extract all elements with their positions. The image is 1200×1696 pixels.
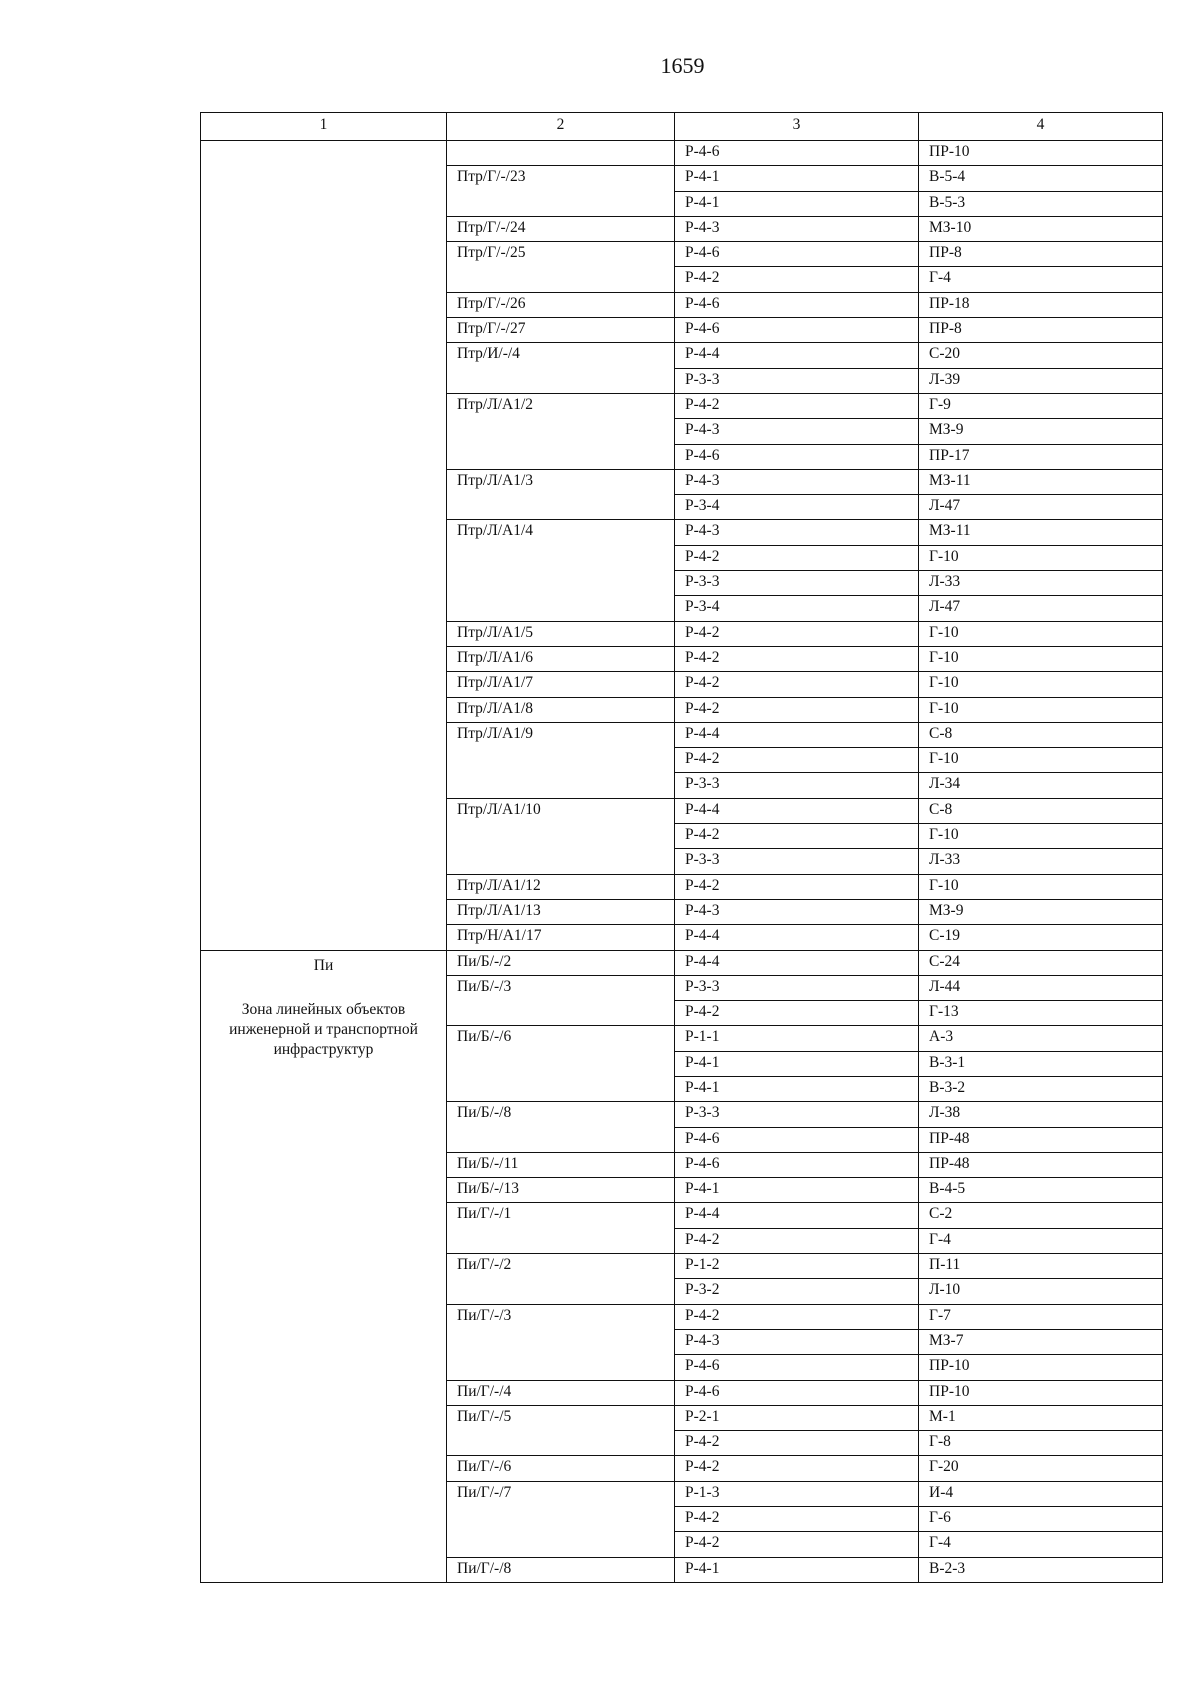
- table-row: [201, 950, 1163, 975]
- subzone-code-cell: Птр/Л/А1/2: [447, 393, 675, 469]
- regulation-code-cell: Р-4-6: [675, 1355, 919, 1380]
- regulation-code-cell: Р-4-2: [675, 1532, 919, 1557]
- value-code-cell: Г-4: [919, 267, 1163, 292]
- value-code-cell: МЗ-7: [919, 1329, 1163, 1354]
- regulation-code-cell: Р-4-2: [675, 672, 919, 697]
- regulation-code-cell: Р-4-2: [675, 874, 919, 899]
- regulation-code-cell: Р-4-4: [675, 798, 919, 823]
- regulation-code-cell: Р-3-4: [675, 495, 919, 520]
- value-code-cell: А-3: [919, 1026, 1163, 1051]
- page-number: 1659: [660, 53, 705, 78]
- value-code-cell: М-1: [919, 1405, 1163, 1430]
- subzone-code-cell: Птр/Л/А1/5: [447, 621, 675, 646]
- regulation-code-cell: Р-3-3: [675, 1102, 919, 1127]
- value-code-cell: ПР-48: [919, 1152, 1163, 1177]
- value-code-cell: Г-10: [919, 824, 1163, 849]
- regulation-code-cell: Р-4-2: [675, 393, 919, 418]
- value-code-cell: Г-4: [919, 1228, 1163, 1253]
- subzone-code-cell: Пи/Г/-/1: [447, 1203, 675, 1254]
- subzone-code-cell: Пи/Г/-/6: [447, 1456, 675, 1481]
- regulation-code-cell: Р-4-4: [675, 343, 919, 368]
- subzone-code-cell: Пи/Г/-/3: [447, 1304, 675, 1380]
- regulation-code-cell: Р-2-1: [675, 1405, 919, 1430]
- column-header-4: 4: [919, 113, 1163, 141]
- regulation-code-cell: Р-4-1: [675, 1178, 919, 1203]
- regulation-code-cell: Р-4-2: [675, 267, 919, 292]
- regulation-code-cell: Р-4-2: [675, 1228, 919, 1253]
- value-code-cell: Л-34: [919, 773, 1163, 798]
- subzone-code-cell: Пи/Б/-/8: [447, 1102, 675, 1153]
- regulation-code-cell: Р-4-4: [675, 950, 919, 975]
- value-code-cell: Г-4: [919, 1532, 1163, 1557]
- zone-cell: [201, 141, 447, 951]
- regulation-code-cell: Р-4-2: [675, 1304, 919, 1329]
- subzone-code-cell: Птр/Г/-/26: [447, 292, 675, 317]
- value-code-cell: В-5-4: [919, 166, 1163, 191]
- subzone-code-cell: Птр/Г/-/27: [447, 318, 675, 343]
- regulation-code-cell: Р-3-4: [675, 596, 919, 621]
- regulation-code-cell: Р-4-6: [675, 1152, 919, 1177]
- column-header-3: 3: [675, 113, 919, 141]
- subzone-code-cell: Птр/Л/А1/9: [447, 722, 675, 798]
- regulation-code-cell: Р-4-3: [675, 216, 919, 241]
- value-code-cell: Л-47: [919, 596, 1163, 621]
- subzone-code-cell: Птр/Л/А1/12: [447, 874, 675, 899]
- regulation-code-cell: Р-3-3: [675, 571, 919, 596]
- subzone-code-cell: Пи/Б/-/2: [447, 950, 675, 975]
- regulation-code-cell: Р-4-3: [675, 469, 919, 494]
- value-code-cell: МЗ-10: [919, 216, 1163, 241]
- regulation-code-cell: Р-4-4: [675, 925, 919, 950]
- value-code-cell: Г-10: [919, 748, 1163, 773]
- value-code-cell: ПР-8: [919, 242, 1163, 267]
- value-code-cell: Г-13: [919, 1001, 1163, 1026]
- regulation-code-cell: Р-4-1: [675, 166, 919, 191]
- regulation-code-cell: Р-4-2: [675, 646, 919, 671]
- value-code-cell: С-2: [919, 1203, 1163, 1228]
- value-code-cell: Г-10: [919, 545, 1163, 570]
- value-code-cell: Г-10: [919, 646, 1163, 671]
- value-code-cell: Г-6: [919, 1507, 1163, 1532]
- zone-cell: [201, 950, 447, 1582]
- value-code-cell: Г-20: [919, 1456, 1163, 1481]
- value-code-cell: Л-10: [919, 1279, 1163, 1304]
- value-code-cell: ПР-17: [919, 444, 1163, 469]
- value-code-cell: Л-44: [919, 975, 1163, 1000]
- subzone-code-cell: Пи/Г/-/2: [447, 1254, 675, 1305]
- value-code-cell: Г-10: [919, 874, 1163, 899]
- regulation-code-cell: Р-4-2: [675, 1456, 919, 1481]
- regulation-code-cell: Р-1-1: [675, 1026, 919, 1051]
- value-code-cell: Г-10: [919, 621, 1163, 646]
- value-code-cell: ПР-18: [919, 292, 1163, 317]
- subzone-code-cell: Птр/Л/А1/3: [447, 469, 675, 520]
- value-code-cell: МЗ-9: [919, 419, 1163, 444]
- value-code-cell: В-3-2: [919, 1076, 1163, 1101]
- regulation-code-cell: Р-4-2: [675, 824, 919, 849]
- subzone-code-cell: Птр/Г/-/23: [447, 166, 675, 217]
- regulation-code-cell: Р-4-6: [675, 292, 919, 317]
- regulation-code-cell: Р-4-4: [675, 722, 919, 747]
- value-code-cell: С-8: [919, 722, 1163, 747]
- value-code-cell: В-3-1: [919, 1051, 1163, 1076]
- regulation-code-cell: Р-4-1: [675, 1051, 919, 1076]
- value-code-cell: В-2-3: [919, 1557, 1163, 1582]
- zone-code: Пи: [313, 956, 334, 974]
- zoning-table: [200, 112, 1163, 1583]
- regulation-code-cell: Р-4-2: [675, 545, 919, 570]
- value-code-cell: Л-33: [919, 849, 1163, 874]
- regulation-code-cell: Р-4-1: [675, 191, 919, 216]
- subzone-code-cell: Птр/Л/А1/10: [447, 798, 675, 874]
- table-row: [201, 141, 1163, 166]
- regulation-code-cell: Р-4-6: [675, 1380, 919, 1405]
- subzone-code-cell: Птр/Л/А1/7: [447, 672, 675, 697]
- regulation-code-cell: Р-4-4: [675, 1203, 919, 1228]
- value-code-cell: МЗ-9: [919, 899, 1163, 924]
- subzone-code-cell: Птр/Г/-/25: [447, 242, 675, 293]
- regulation-code-cell: Р-1-3: [675, 1481, 919, 1506]
- regulation-code-cell: Р-4-6: [675, 318, 919, 343]
- value-code-cell: Г-10: [919, 697, 1163, 722]
- regulation-code-cell: Р-4-3: [675, 899, 919, 924]
- subzone-code-cell: Птр/Г/-/24: [447, 216, 675, 241]
- regulation-code-cell: Р-4-3: [675, 520, 919, 545]
- subzone-code-cell: Пи/Г/-/7: [447, 1481, 675, 1557]
- value-code-cell: Г-8: [919, 1431, 1163, 1456]
- subzone-code-cell: Птр/Л/А1/6: [447, 646, 675, 671]
- header-row: [201, 113, 1163, 141]
- value-code-cell: Г-9: [919, 393, 1163, 418]
- value-code-cell: П-11: [919, 1254, 1163, 1279]
- value-code-cell: ПР-10: [919, 1355, 1163, 1380]
- regulation-code-cell: Р-4-2: [675, 748, 919, 773]
- column-header-1: 1: [201, 113, 447, 141]
- zone-description: Зона линейных объектов инженерной и транспортной инфраструктур: [229, 1000, 418, 1058]
- regulation-code-cell: Р-4-2: [675, 1001, 919, 1026]
- subzone-code-cell: Птр/Л/А1/4: [447, 520, 675, 621]
- value-code-cell: С-20: [919, 343, 1163, 368]
- subzone-code-cell: Пи/Б/-/3: [447, 975, 675, 1026]
- table-header: [201, 113, 1163, 141]
- value-code-cell: Л-47: [919, 495, 1163, 520]
- regulation-code-cell: Р-3-3: [675, 368, 919, 393]
- regulation-code-cell: Р-4-2: [675, 1507, 919, 1532]
- value-code-cell: С-19: [919, 925, 1163, 950]
- regulation-code-cell: Р-4-6: [675, 141, 919, 166]
- regulation-code-cell: Р-4-2: [675, 1431, 919, 1456]
- column-header-2: 2: [447, 113, 675, 141]
- value-code-cell: МЗ-11: [919, 520, 1163, 545]
- value-code-cell: Л-33: [919, 571, 1163, 596]
- value-code-cell: ПР-10: [919, 1380, 1163, 1405]
- subzone-code-cell: [447, 141, 675, 166]
- subzone-code-cell: Птр/Л/А1/8: [447, 697, 675, 722]
- value-code-cell: Г-7: [919, 1304, 1163, 1329]
- value-code-cell: И-4: [919, 1481, 1163, 1506]
- table-body: [201, 141, 1163, 1583]
- subzone-code-cell: Птр/Л/А1/13: [447, 899, 675, 924]
- value-code-cell: Л-38: [919, 1102, 1163, 1127]
- value-code-cell: ПР-8: [919, 318, 1163, 343]
- value-code-cell: МЗ-11: [919, 469, 1163, 494]
- regulation-code-cell: Р-4-2: [675, 697, 919, 722]
- value-code-cell: С-24: [919, 950, 1163, 975]
- value-code-cell: ПР-10: [919, 141, 1163, 166]
- subzone-code-cell: Пи/Г/-/8: [447, 1557, 675, 1582]
- subzone-code-cell: Птр/И/-/4: [447, 343, 675, 394]
- value-code-cell: В-4-5: [919, 1178, 1163, 1203]
- subzone-code-cell: Пи/Б/-/11: [447, 1152, 675, 1177]
- value-code-cell: Г-10: [919, 672, 1163, 697]
- regulation-code-cell: Р-4-1: [675, 1557, 919, 1582]
- regulation-code-cell: Р-1-2: [675, 1254, 919, 1279]
- regulation-code-cell: Р-4-1: [675, 1076, 919, 1101]
- regulation-code-cell: Р-3-3: [675, 849, 919, 874]
- subzone-code-cell: Пи/Г/-/4: [447, 1380, 675, 1405]
- regulation-code-cell: Р-4-6: [675, 1127, 919, 1152]
- value-code-cell: С-8: [919, 798, 1163, 823]
- subzone-code-cell: Пи/Б/-/13: [447, 1178, 675, 1203]
- value-code-cell: ПР-48: [919, 1127, 1163, 1152]
- regulation-code-cell: Р-3-2: [675, 1279, 919, 1304]
- regulation-code-cell: Р-3-3: [675, 975, 919, 1000]
- regulation-code-cell: Р-4-6: [675, 242, 919, 267]
- regulation-code-cell: Р-3-3: [675, 773, 919, 798]
- subzone-code-cell: Пи/Б/-/6: [447, 1026, 675, 1102]
- subzone-code-cell: Пи/Г/-/5: [447, 1405, 675, 1456]
- regulation-code-cell: Р-4-6: [675, 444, 919, 469]
- regulation-code-cell: Р-4-2: [675, 621, 919, 646]
- value-code-cell: В-5-3: [919, 191, 1163, 216]
- regulation-code-cell: Р-4-3: [675, 419, 919, 444]
- regulation-code-cell: Р-4-3: [675, 1329, 919, 1354]
- subzone-code-cell: Птр/Н/А1/17: [447, 925, 675, 950]
- value-code-cell: Л-39: [919, 368, 1163, 393]
